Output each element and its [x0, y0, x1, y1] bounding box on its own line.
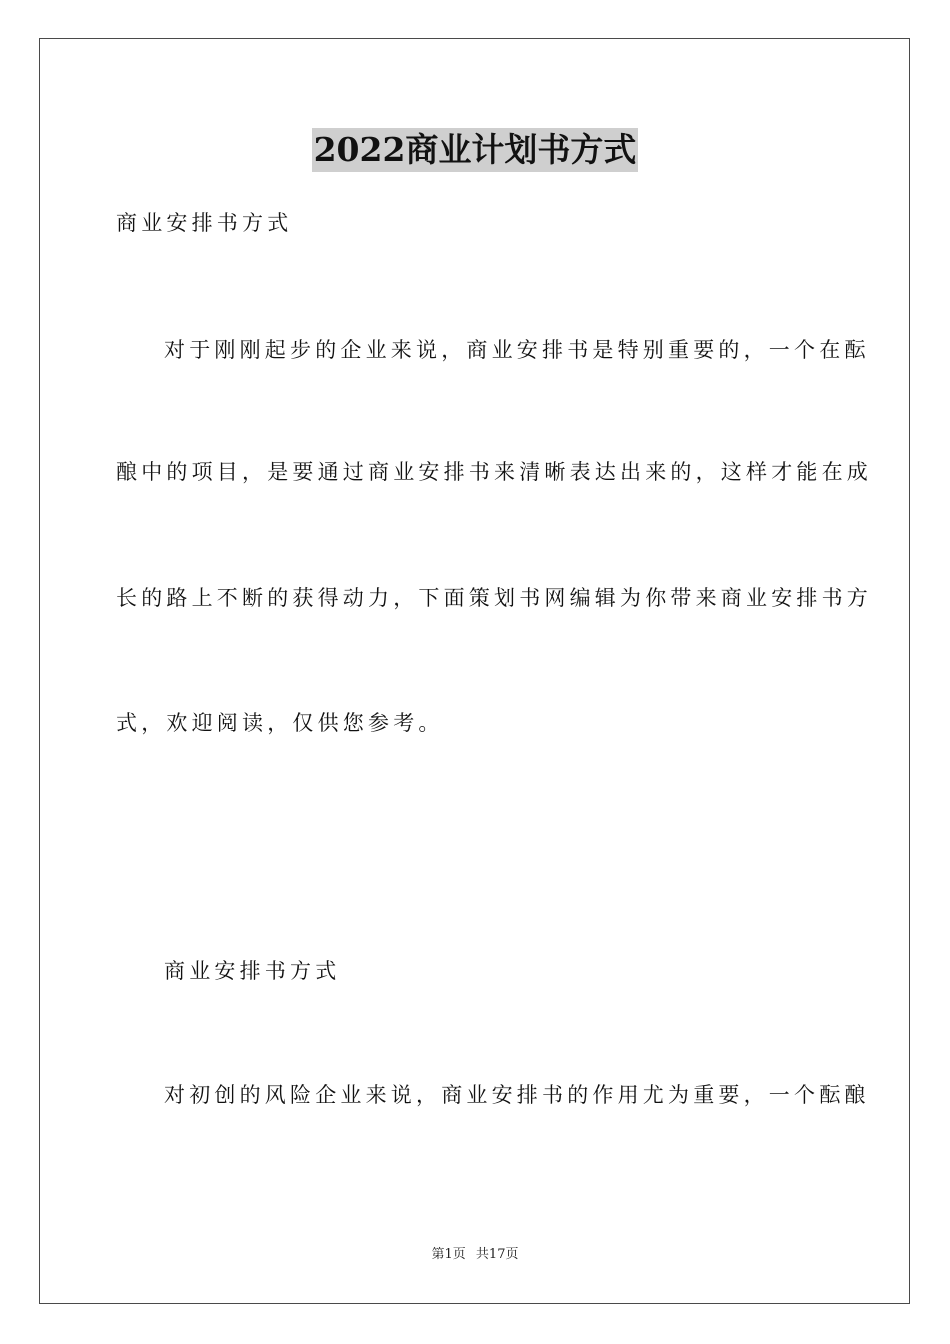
paragraph-line: 酿中的项目，是要通过商业安排书来清晰表达出来的，这样才能在成: [116, 460, 872, 484]
paragraph-line: 对初创的风险企业来说，商业安排书的作用尤为重要，一个酝酿: [164, 1083, 870, 1107]
page-number-footer: 第1页 共17页: [431, 1247, 519, 1262]
document-title: [0, 128, 950, 172]
paragraph-line: 式，欢迎阅读，仅供您参考。: [116, 711, 444, 735]
paragraph-line: 长的路上不断的获得动力，下面策划书网编辑为你带来商业安排书方: [116, 586, 872, 610]
section-heading: 商业安排书方式: [116, 211, 293, 235]
section-heading: 商业安排书方式: [164, 959, 341, 983]
document-title-text: 2022商业计划书方式: [312, 128, 639, 172]
paragraph-line: 对于刚刚起步的企业来说，商业安排书是特别重要的，一个在酝: [164, 338, 870, 362]
